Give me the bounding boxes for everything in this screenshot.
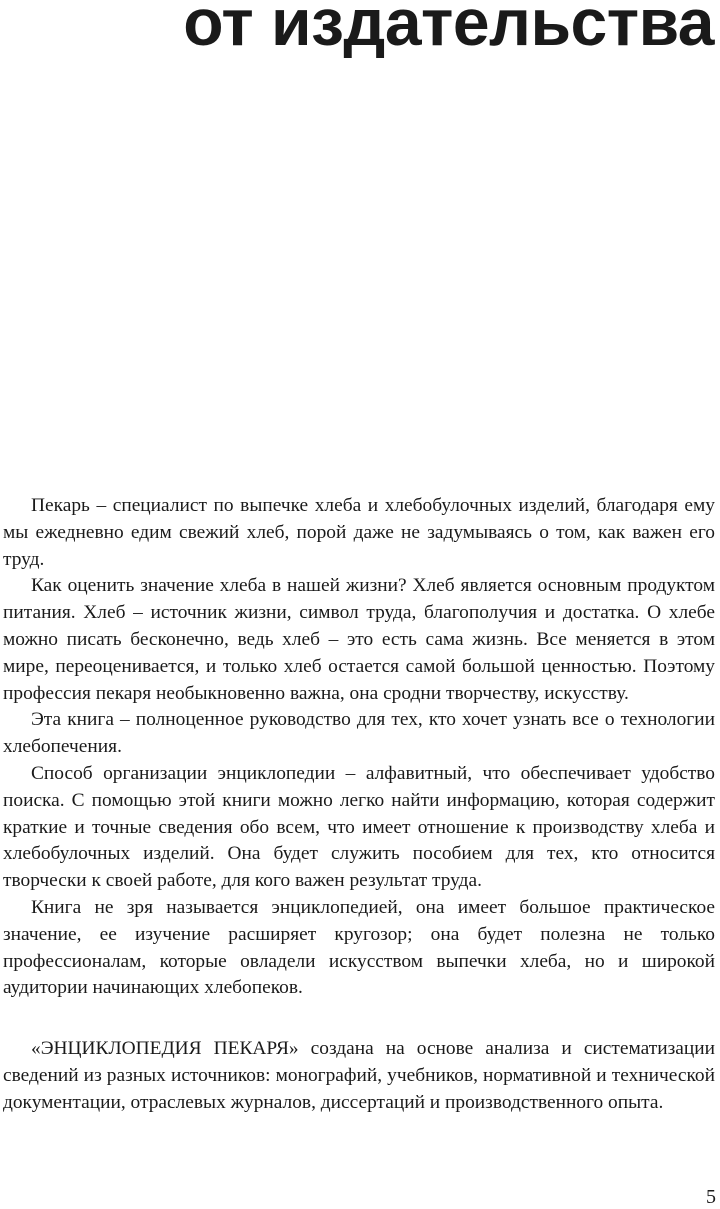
page-title: от издательства [183,0,714,59]
main-text [3,493,715,1002]
paragraph-baker: Пекарь – специалист по выпечке хлеба и хлебобулочных изделий, благодаря ему мы ежедневно едим свежий хлеб, порой даже не задумываясь о том, как важен его труд. [3,495,715,570]
closing-text [3,1036,715,1116]
paragraph-audience: Книга не зря называется энциклопедией, она имеет большое практическое значение, ее изучение расширяет кругозор; она будет полезна не только профессионалам, которые овладели искусством выпечки хлеба, но и широкой аудитории начинающих хлебопеков. [3,896,715,999]
page-number: 5 [706,1186,716,1208]
paragraph-organization: Способ организации энциклопедии – алфавитный, что обеспечивает удобство поиска. С помощью этой книги можно легко найти информацию, которая содержит краткие и точные сведения обо всем, что имеет отношение к производству хлеба и хлебобулочных изделий. Она будет служить пособием для тех, кто относится творчески к своей работе, для кого важен результат труда. [3,762,715,892]
paragraph-bread-value: Как оценить значение хлеба в нашей жизни? Хлеб является основным продуктом питания. Хлеб – источник жизни, символ труда, благополучия и достатка. О хлебе можно писать бесконечно, ведь хлеб – это есть сама жизнь. Все меняется в этом мире, переоценивается, и только хлеб остается самой большой ценностью. Поэтому профессия пекаря необыкновенно важна, она сродни творчеству, искусству. [3,575,715,704]
paragraph-sources: «ЭНЦИКЛОПЕДИЯ ПЕКАРЯ» создана на основе анализа и систематизации сведений из разных источников: монографий, учебников, нормативной и технической документации, отраслевых журналов, диссертаций и производственного опыта. [3,1038,715,1113]
paragraph-guide: Эта книга – полноценное руководство для тех, кто хочет узнать все о технологии хлебопечения. [3,709,715,758]
